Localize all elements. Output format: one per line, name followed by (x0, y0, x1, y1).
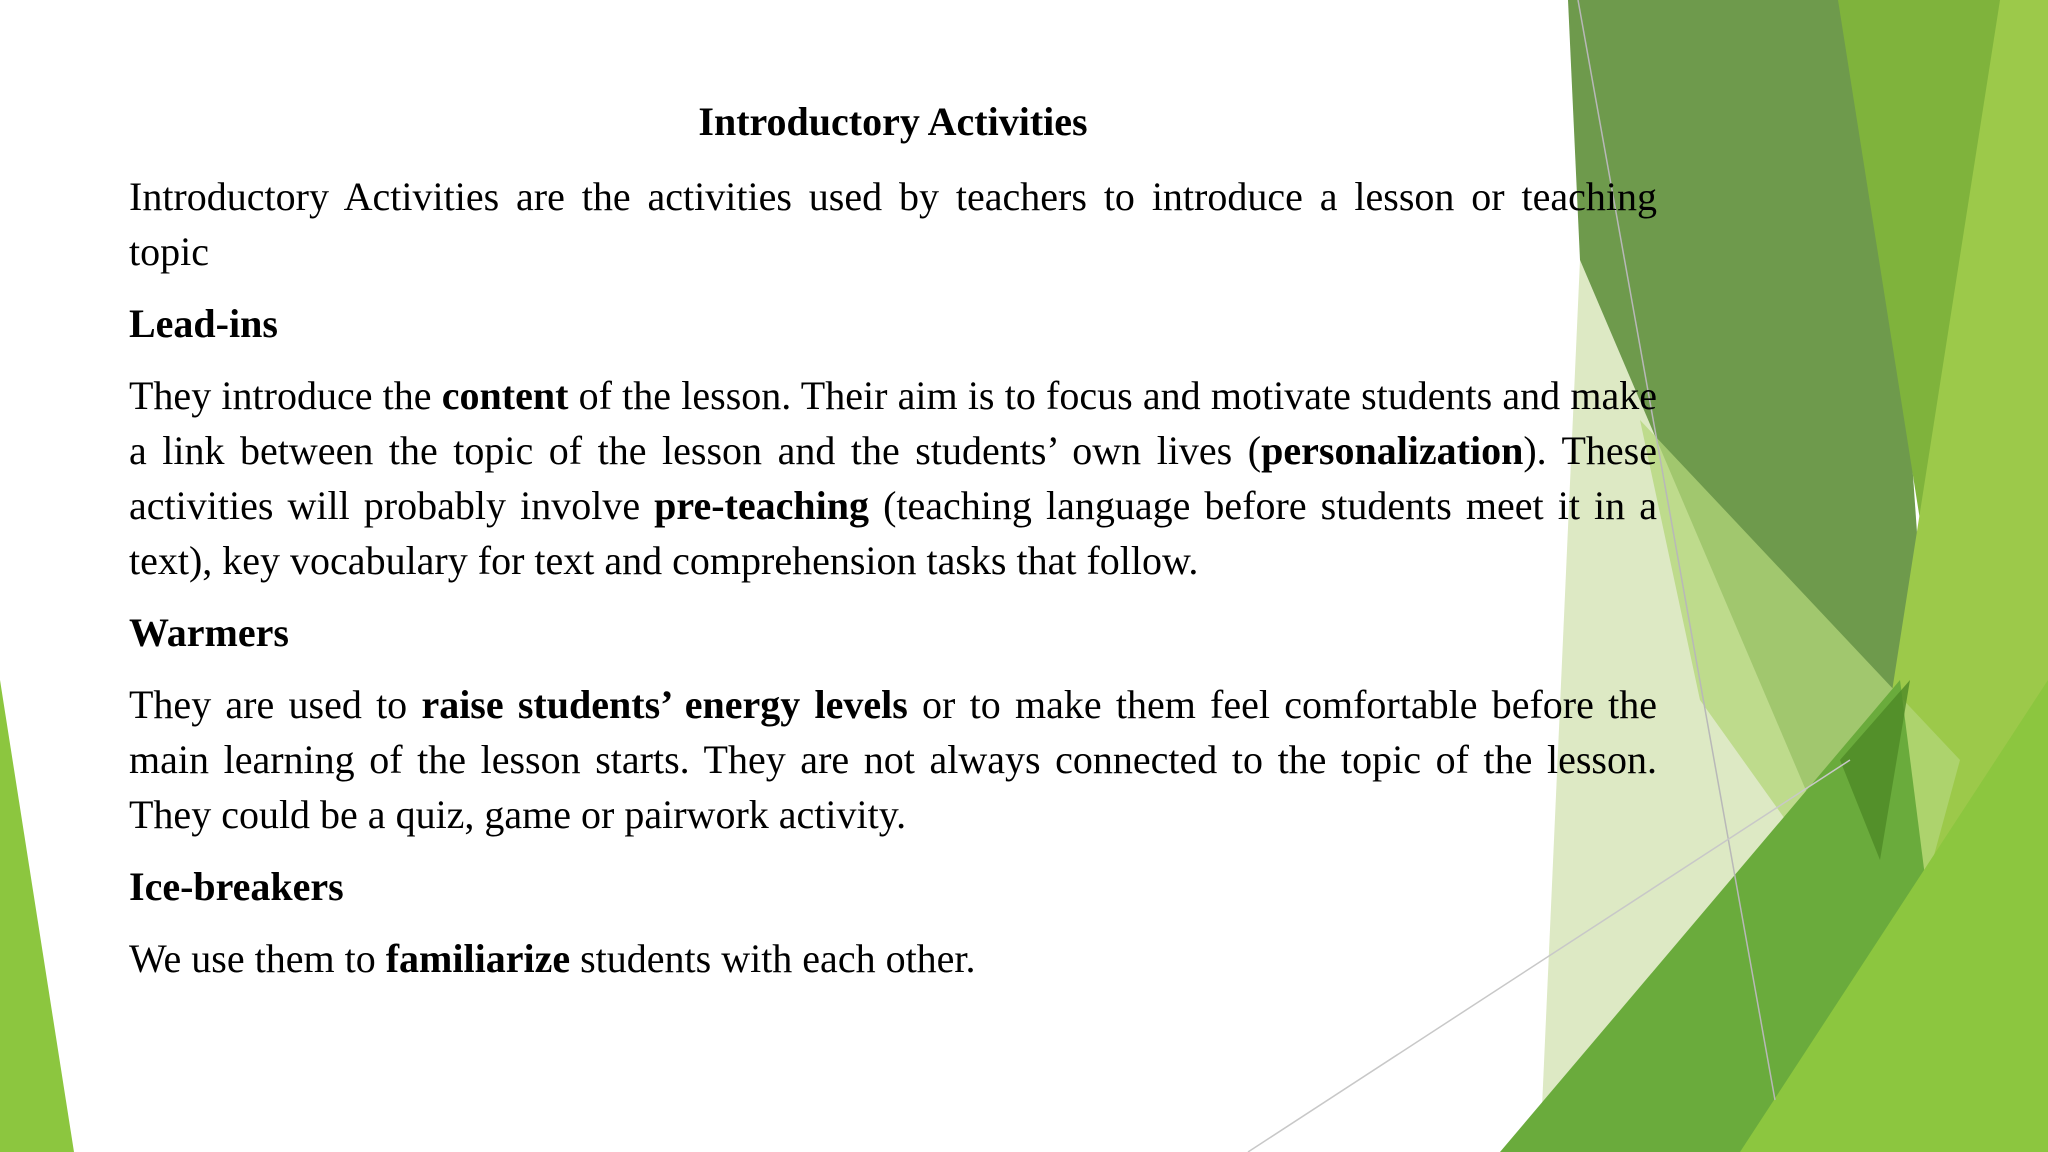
warmers-bold-energy: raise students’ energy levels (421, 682, 908, 727)
lead-ins-paragraph (129, 368, 1657, 588)
lead-ins-text-3: ). These activities will probably involve (129, 428, 1658, 528)
warmers-text-1: They are used to (129, 682, 422, 727)
left-green-sliver (0, 680, 74, 1152)
intro-paragraph: Introductory Activities are the activities used by teachers to introduce a lesson or teaching topic (129, 174, 1657, 274)
ice-breakers-text-2: students with each other. (570, 936, 976, 981)
lead-ins-bold-personalization: personalization (1261, 428, 1524, 473)
ice-breakers-paragraph (129, 931, 1657, 986)
lead-ins-bold-content: content (441, 373, 569, 418)
slide-content (129, 92, 1657, 1003)
ice-breakers-text-1: We use them to (129, 936, 386, 981)
lead-ins-text-4: (teaching language before students meet it in a text), key vocabulary for text and comprehension tasks that follow. (129, 483, 1657, 583)
lead-ins-text-2: of the lesson. Their aim is to focus and motivate students and make a link between the topic of the lesson and the students’ own lives ( (129, 373, 1658, 473)
lead-ins-heading: Lead-ins (129, 301, 278, 346)
lead-ins-bold-pre-teaching: pre-teaching (654, 483, 869, 528)
warmers-text-2: or to make them feel comfortable before the main learning of the lesson starts. They are not always connected to the topic of the lesson. They could be a quiz, game or pairwork activity. (129, 682, 1657, 837)
warmers-paragraph (129, 677, 1657, 842)
warmers-heading: Warmers (129, 610, 289, 655)
ice-breakers-heading: Ice-breakers (129, 864, 344, 909)
ice-breakers-bold-familiarize: familiarize (385, 936, 571, 981)
lead-ins-text-1: They introduce the (129, 373, 442, 418)
slide-title: Introductory Activities (698, 99, 1088, 144)
